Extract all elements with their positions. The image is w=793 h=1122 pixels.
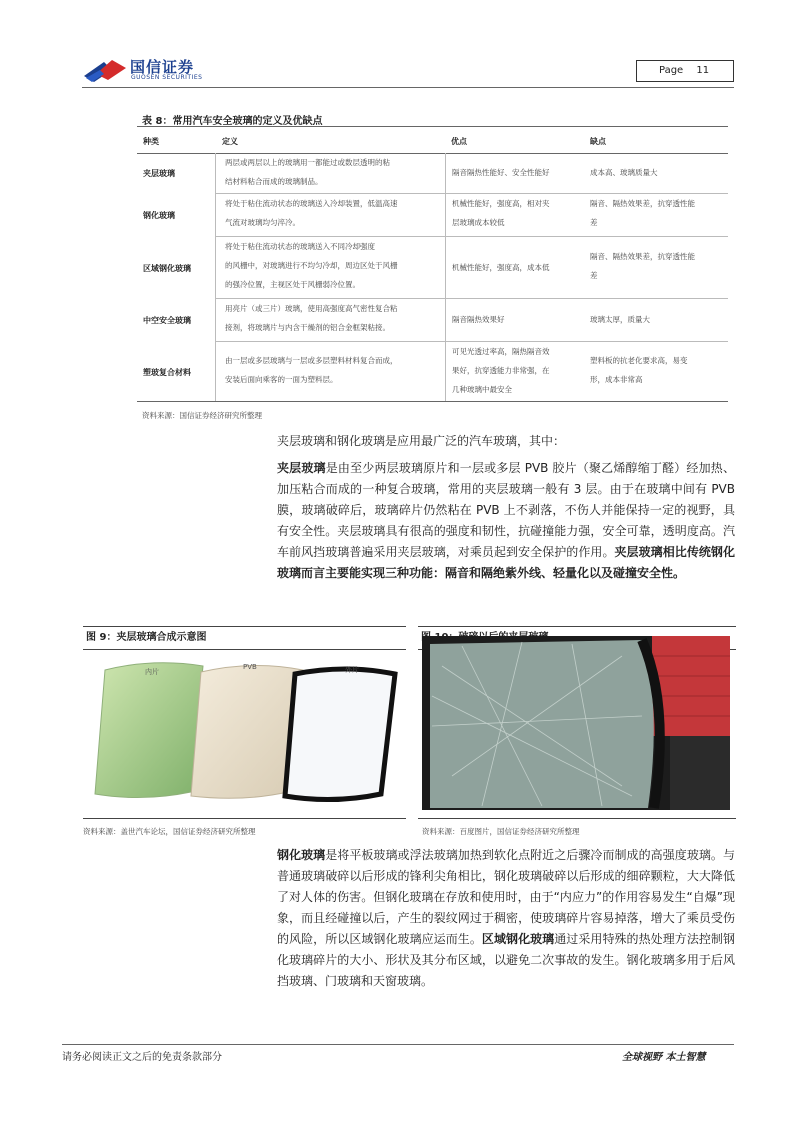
intro-paragraph: 夹层玻璃和钢化玻璃是应用最广泛的汽车玻璃，其中： — [277, 434, 566, 448]
page-number: 11 — [696, 65, 710, 76]
zone-tempered-glass-term: 区域钢化玻璃 — [481, 932, 555, 946]
shattered-glass-shape — [430, 640, 654, 808]
table-col-divider — [445, 153, 446, 401]
inner-pane-shape — [95, 663, 203, 798]
table-title: 表 8：常用汽车安全玻璃的定义及优缺点 — [142, 116, 323, 127]
table-row-cons: 玻璃太厚，质量大 — [590, 315, 650, 324]
outer-pane-label: 外片 — [345, 666, 359, 674]
table-row-cons: 成本高、玻璃质量大 — [590, 168, 658, 177]
header-divider — [82, 87, 734, 88]
table-row-definition: 将处于粘住流动状态的玻璃送入不同冷却强度 的风栅中，对玻璃进行不均匀冷却，周边区处于风栅 的强冷位置，主视区处于风栅弱冷位置。 — [225, 242, 398, 289]
table-header-definition: 定义 — [222, 137, 238, 146]
page-label: Page — [659, 65, 684, 76]
inner-pane-label: 内片 — [145, 668, 159, 676]
table-header-type: 种类 — [143, 137, 159, 146]
table-row-definition: 由一层或多层玻璃与一层或多层塑料材料复合而成， 安装后面向乘客的一面为塑料层。 — [225, 356, 398, 384]
table-row-category: 夹层玻璃 — [143, 169, 175, 178]
table-row-pros: 可见光透过率高，隔热隔音效 果好，抗穿透能力非常强，在 几种玻璃中最安全 — [452, 347, 550, 394]
laminated-glass-paragraph — [277, 458, 735, 590]
table-col-divider — [215, 153, 216, 401]
table-row-pros: 隔音隔热性能好、安全性能好 — [452, 168, 550, 177]
page-indicator — [636, 60, 734, 82]
zone-tempered-glass-text: 通过采用特殊的热处理方法控制钢化玻璃碎片的大小、形状及其分布区域，以避免二次事故的发生。钢化玻璃多用于后风挡玻璃、门玻璃和天窗玻璃。 — [277, 932, 735, 988]
company-logo — [82, 52, 242, 86]
table-source: 资料来源：国信证券经济研究所整理 — [142, 411, 262, 420]
tempered-glass-text: 是将平板玻璃或浮法玻璃加热到软化点附近之后骤冷而制成的高强度玻璃。与普通玻璃破碎以后形成的锋利尖角相比，钢化玻璃破碎以后形成的细碎颗粒，大大降低了对人体的伤害。但钢化玻璃在存放和使用时，由于“内应力”的作用容易发生“自爆”现象，而且经碰撞以后，产生的裂纹网过于稠密，使玻璃碎片容易掉落，增大了乘员受伤的风险，所以区域钢化玻璃应运而生。 — [277, 848, 735, 946]
figure-9-source: 资料来源：盖世汽车论坛，国信证券经济研究所整理 — [83, 827, 256, 836]
laminated-glass-text: 是由至少两层玻璃原片和一层或多层 PVB 胶片（聚乙烯醇缩丁醛）经加热、加压粘合而成的一种复合玻璃，常用的夹层玻璃一般有 3 层。由于在玻璃中间有 PVB 膜，玻璃破碎后，玻璃碎片仍然粘在 PVB 上不剥落，不伤人并能保持一定的视野，具有安全性。夹层玻璃具有很高的强度和韧性，抗碰撞能力强，安全可靠，透明度高。汽车前风挡玻璃普遍采用夹层玻璃，对乘员起到安全保护的作用。 — [277, 461, 735, 559]
pvb-label: PVB — [243, 663, 257, 671]
logo-mark-icon — [82, 56, 130, 84]
table-row-category: 钢化玻璃 — [143, 211, 175, 220]
outer-pane-shape — [285, 669, 395, 800]
table-top-rule — [137, 126, 728, 127]
footer-slogan: 全球视野 本土智慧 — [622, 1052, 706, 1063]
tempered-glass-paragraph — [277, 845, 735, 988]
table-row-cons: 隔音、隔热效果差，抗穿透性能 差 — [590, 252, 695, 280]
table-row-definition: 将处于粘住流动状态的玻璃送入冷却装置，低温高速 气流对玻璃均匀淬冷。 — [225, 199, 398, 227]
table-header-cons: 缺点 — [590, 137, 606, 146]
logo-text-en: GUOSEN SECURITIES — [131, 74, 203, 81]
table-row-pros: 机械性能好，强度高，相对夹 层玻璃成本较低 — [452, 199, 550, 227]
table-row-cons: 塑料板的抗老化要求高，易变 形，成本非常高 — [590, 356, 688, 384]
table-row-definition: 两层或两层以上的玻璃用一都能过或数层透明的粘 结材料粘合而成的玻璃制品。 — [225, 158, 390, 186]
table-bottom-rule — [137, 401, 728, 402]
figure-9-title: 图 9：夹层玻璃合成示意图 — [83, 626, 406, 650]
table-row-pros: 机械性能好，强度高，成本低 — [452, 263, 550, 272]
footer-divider — [62, 1044, 734, 1045]
tempered-glass-term: 钢化玻璃 — [277, 848, 326, 862]
laminated-glass-term: 夹层玻璃 — [277, 461, 326, 475]
laminated-glass-summary: 夹层玻璃相比传统钢化玻璃而言主要能实现三种功能：隔音和隔绝紫外线、轻量化以及碰撞安全性。 — [277, 545, 735, 580]
figure-9-bottom-rule — [83, 818, 406, 819]
table-row-category: 塑玻复合材料 — [143, 368, 191, 377]
table-row-category: 中空安全玻璃 — [143, 316, 191, 325]
footer-disclaimer: 请务必阅读正文之后的免责条款部分 — [62, 1052, 222, 1063]
table-row-cons: 隔音、隔热效果差，抗穿透性能 差 — [590, 199, 695, 227]
logo-text-cn: 国信证券 — [130, 58, 195, 76]
table-header-pros: 优点 — [451, 137, 467, 146]
table-row-definition: 用亮片（或三片）玻璃，使用高强度高气密性复合粘 接剂，将玻璃片与内含干燥剂的铝合金框架粘接。 — [225, 304, 398, 332]
figure-10-bottom-rule — [418, 818, 736, 819]
table-row-category: 区域钢化玻璃 — [143, 264, 191, 273]
laminated-glass-diagram — [83, 652, 406, 816]
broken-laminated-glass-photo — [422, 636, 730, 810]
table-row-pros: 隔音隔热效果好 — [452, 315, 505, 324]
figure-10-source: 资料来源：百度图片，国信证券经济研究所整理 — [422, 827, 580, 836]
